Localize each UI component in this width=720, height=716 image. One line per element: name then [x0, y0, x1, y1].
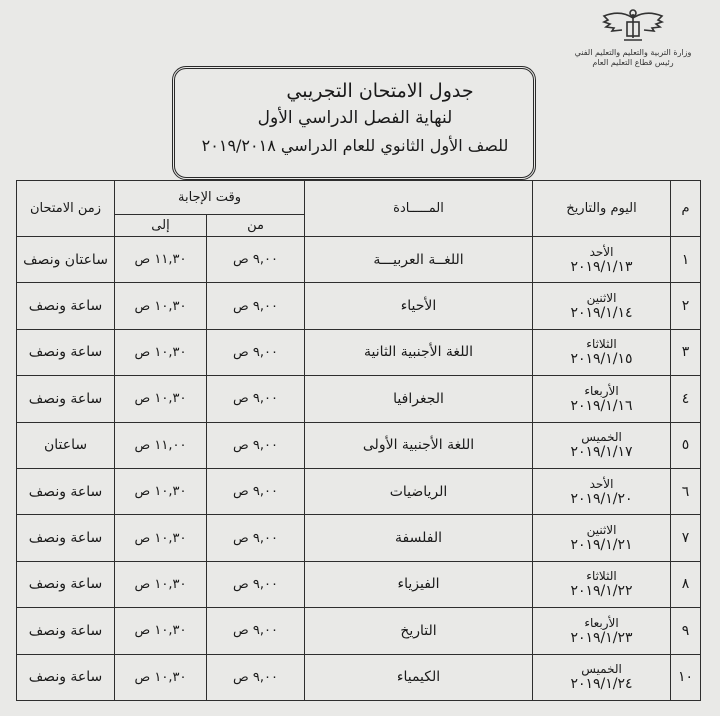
- row-day: الاثنين: [586, 291, 617, 306]
- title-line-2: لنهاية الفصل الدراسي الأول: [257, 108, 453, 128]
- exam-schedule-table: [16, 180, 701, 701]
- row-duration: ساعة ونصف: [17, 376, 115, 422]
- row-day-date: [533, 376, 671, 422]
- row-day: الأحد: [589, 476, 614, 491]
- row-subject: اللغــة العربيـــة: [305, 237, 533, 283]
- ministry-name: وزارة التربية والتعليم والتعليم الفني: [574, 48, 692, 57]
- row-duration: ساعتان ونصف: [17, 237, 115, 283]
- row-number: ٩: [671, 608, 701, 654]
- row-from-time: ٩,٠٠ ص: [207, 329, 305, 375]
- table-row: [17, 422, 701, 468]
- row-date: ٢٠١٩/١/٢١: [570, 537, 633, 554]
- eagle-emblem-icon: [598, 8, 668, 46]
- row-day: الاثنين: [586, 523, 617, 538]
- row-day: الأربعاء: [584, 615, 619, 630]
- row-date: ٢٠١٩/١/١٥: [570, 351, 633, 368]
- row-duration: ساعة ونصف: [17, 283, 115, 329]
- row-duration: ساعة ونصف: [17, 468, 115, 514]
- row-subject: اللغة الأجنبية الثانية: [305, 329, 533, 375]
- row-day-date: [533, 561, 671, 607]
- row-duration: ساعة ونصف: [17, 608, 115, 654]
- row-number: ١٠: [671, 654, 701, 700]
- row-number: ٧: [671, 515, 701, 561]
- schedule-rows: [17, 237, 701, 701]
- row-number: ١: [671, 237, 701, 283]
- row-from-time: ٩,٠٠ ص: [207, 654, 305, 700]
- row-subject: الفلسفة: [305, 515, 533, 561]
- title-line-1: جدول الامتحان التجريبي: [286, 80, 474, 102]
- row-day: الثلاثاء: [586, 337, 617, 352]
- row-duration: ساعة ونصف: [17, 561, 115, 607]
- row-from-time: ٩,٠٠ ص: [207, 608, 305, 654]
- row-duration: ساعتان: [17, 422, 115, 468]
- title-line-3: للصف الأول الثانوي للعام الدراسي ٢٠١٩/٢٠١٨: [201, 136, 509, 155]
- row-to-time: ١٠,٣٠ ص: [115, 468, 207, 514]
- row-day: الأربعاء: [584, 383, 619, 398]
- row-date: ٢٠١٩/١/١٤: [570, 305, 633, 322]
- row-day: الثلاثاء: [586, 569, 617, 584]
- row-day: الخميس: [581, 662, 622, 677]
- row-number: ٤: [671, 376, 701, 422]
- table-row: [17, 468, 701, 514]
- row-subject: الأحياء: [305, 283, 533, 329]
- row-from-time: ٩,٠٠ ص: [207, 515, 305, 561]
- row-day-date: [533, 237, 671, 283]
- row-subject: الكيمياء: [305, 654, 533, 700]
- row-subject: التاريخ: [305, 608, 533, 654]
- table-row: [17, 561, 701, 607]
- row-day: الخميس: [581, 430, 622, 445]
- row-day: الأحد: [589, 244, 614, 259]
- row-date: ٢٠١٩/١/١٣: [570, 258, 633, 275]
- row-to-time: ١٠,٣٠ ص: [115, 608, 207, 654]
- header-day-date: اليوم والتاريخ: [533, 181, 671, 237]
- header-num: م: [671, 181, 701, 237]
- row-to-time: ١١,٣٠ ص: [115, 237, 207, 283]
- row-duration: ساعة ونصف: [17, 329, 115, 375]
- table-row: [17, 654, 701, 700]
- row-number: ٢: [671, 283, 701, 329]
- row-day-date: [533, 422, 671, 468]
- row-number: ٣: [671, 329, 701, 375]
- table-row: [17, 329, 701, 375]
- row-date: ٢٠١٩/١/٢٠: [570, 490, 633, 507]
- table-row: [17, 608, 701, 654]
- row-duration: ساعة ونصف: [17, 515, 115, 561]
- row-date: ٢٠١٩/١/٢٢: [570, 583, 633, 600]
- row-to-time: ١٠,٣٠ ص: [115, 283, 207, 329]
- row-number: ٨: [671, 561, 701, 607]
- row-day-date: [533, 329, 671, 375]
- row-to-time: ١٠,٣٠ ص: [115, 654, 207, 700]
- row-from-time: ٩,٠٠ ص: [207, 422, 305, 468]
- table-row: [17, 237, 701, 283]
- table-row: [17, 515, 701, 561]
- row-subject: الرياضيات: [305, 468, 533, 514]
- row-day-date: [533, 468, 671, 514]
- table-row: [17, 283, 701, 329]
- row-date: ٢٠١٩/١/١٧: [570, 444, 633, 461]
- row-day-date: [533, 515, 671, 561]
- row-day-date: [533, 283, 671, 329]
- row-day-date: [533, 608, 671, 654]
- header-answer-time: وقت الإجابة: [115, 181, 305, 215]
- sector-name: رئيس قطاع التعليم العام: [592, 58, 674, 67]
- row-from-time: ٩,٠٠ ص: [207, 468, 305, 514]
- row-to-time: ١٠,٣٠ ص: [115, 561, 207, 607]
- row-to-time: ١١,٠٠ ص: [115, 422, 207, 468]
- row-duration: ساعة ونصف: [17, 654, 115, 700]
- row-number: ٦: [671, 468, 701, 514]
- row-number: ٥: [671, 422, 701, 468]
- row-date: ٢٠١٩/١/٢٣: [570, 629, 633, 646]
- row-to-time: ١٠,٣٠ ص: [115, 376, 207, 422]
- header-duration: زمن الامتحان: [17, 181, 115, 237]
- header-to: إلى: [115, 215, 207, 237]
- header-subject: المـــــادة: [305, 181, 533, 237]
- row-from-time: ٩,٠٠ ص: [207, 283, 305, 329]
- row-date: ٢٠١٩/١/١٦: [570, 397, 633, 414]
- table-row: [17, 376, 701, 422]
- row-to-time: ١٠,٣٠ ص: [115, 515, 207, 561]
- row-date: ٢٠١٩/١/٢٤: [570, 676, 633, 693]
- row-subject: الفيزياء: [305, 561, 533, 607]
- header-from: من: [207, 215, 305, 237]
- row-from-time: ٩,٠٠ ص: [207, 237, 305, 283]
- row-subject: اللغة الأجنبية الأولى: [305, 422, 533, 468]
- row-from-time: ٩,٠٠ ص: [207, 376, 305, 422]
- title-block: [190, 78, 520, 159]
- row-from-time: ٩,٠٠ ص: [207, 561, 305, 607]
- ministry-header: [568, 8, 698, 68]
- row-subject: الجغرافيا: [305, 376, 533, 422]
- row-day-date: [533, 654, 671, 700]
- row-to-time: ١٠,٣٠ ص: [115, 329, 207, 375]
